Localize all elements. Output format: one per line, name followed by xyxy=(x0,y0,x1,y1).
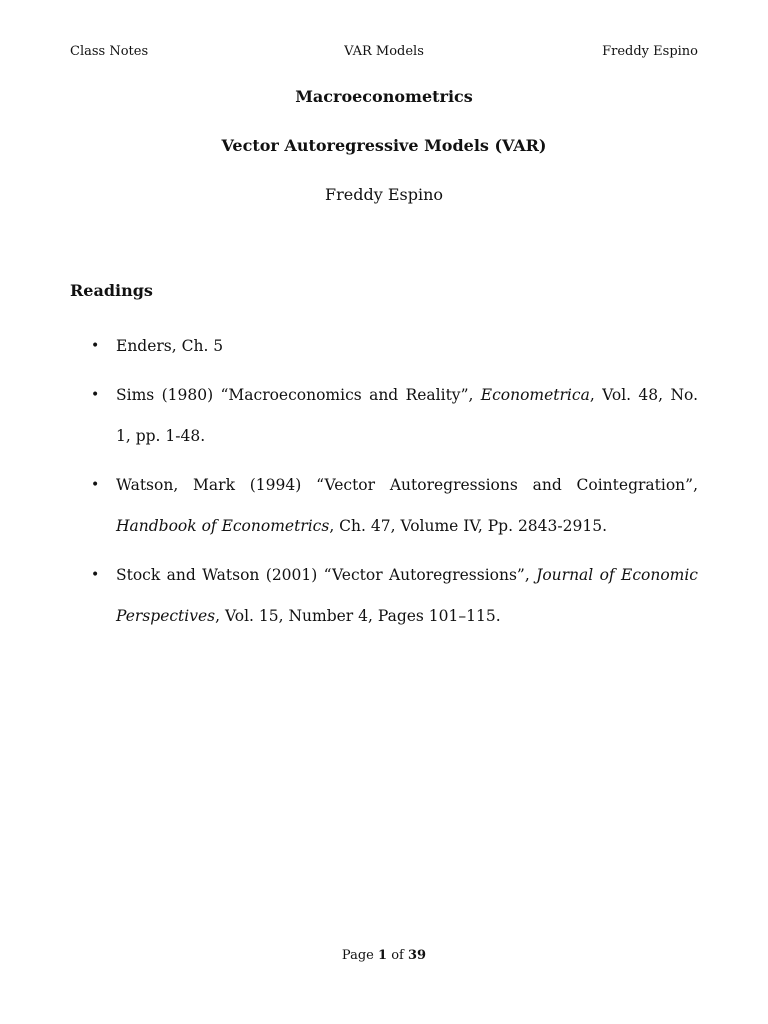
reading-item xyxy=(70,465,698,547)
header-author-label: Freddy Espino xyxy=(602,44,698,59)
bullet-icon: • xyxy=(91,477,100,493)
footer-current-page: 1 xyxy=(378,948,388,963)
readings-heading: Readings xyxy=(70,281,153,300)
reading-journal: Journal of Economic Perspectives xyxy=(116,566,698,625)
reading-item xyxy=(70,326,698,367)
reading-text: Enders, Ch. 5 xyxy=(116,337,224,355)
document-subtitle: Vector Autoregressive Models (VAR) xyxy=(221,136,547,155)
running-header xyxy=(70,44,698,62)
reading-details: , Vol. 15, Number 4, Pages 101–115. xyxy=(215,607,501,625)
footer-page-label: Page xyxy=(341,948,374,963)
reading-item xyxy=(70,375,698,457)
footer-of-label: of xyxy=(391,948,404,963)
reading-details: , Ch. 47, Volume IV, Pp. 2843-2915. xyxy=(329,517,608,535)
document-author: Freddy Espino xyxy=(324,185,443,204)
document-title: Macroeconometrics xyxy=(295,87,473,106)
page-number-footer xyxy=(0,948,768,963)
bullet-icon: • xyxy=(91,387,100,403)
readings-list xyxy=(70,326,698,645)
reading-details: , Vol. 48, No. 1, pp. 1-48. xyxy=(116,386,698,445)
reading-journal: Handbook of Econometrics xyxy=(116,517,330,535)
reading-journal: Econometrica xyxy=(480,386,590,404)
bullet-icon: • xyxy=(91,567,100,583)
header-course-label: Class Notes xyxy=(70,44,149,59)
reading-item xyxy=(70,555,698,637)
reading-text: Sims (1980) “Macroeconomics and Reality”, xyxy=(116,386,481,404)
footer-total-pages: 39 xyxy=(407,948,427,963)
bullet-icon: • xyxy=(91,338,100,354)
header-topic-label: VAR Models xyxy=(344,44,424,59)
reading-text: Watson, Mark (1994) “Vector Autoregressions and Cointegration”, xyxy=(116,476,698,494)
reading-text: Stock and Watson (2001) “Vector Autoregressions”, xyxy=(116,566,537,584)
